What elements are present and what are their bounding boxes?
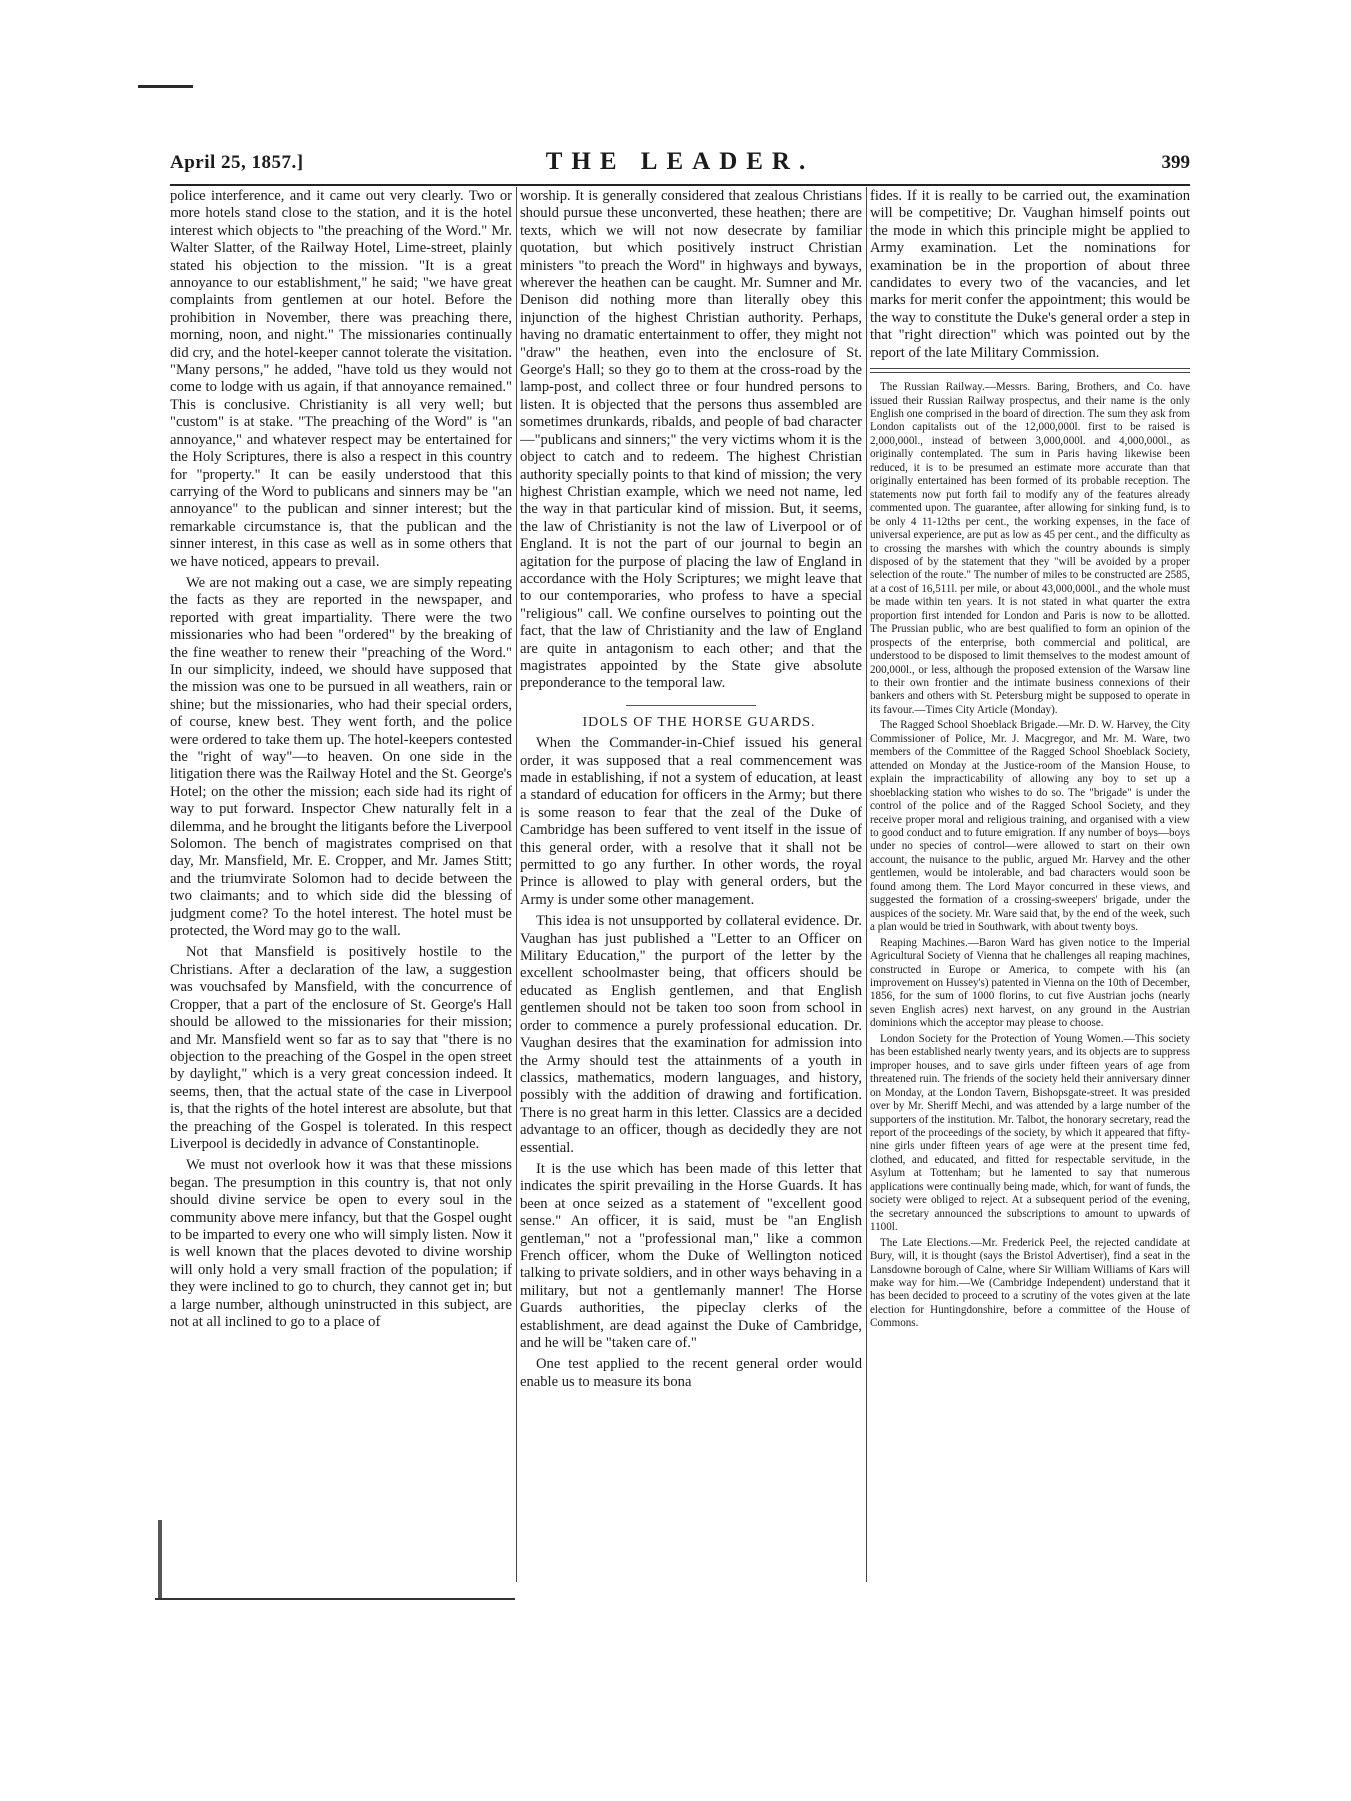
masthead-title: THE LEADER.: [545, 148, 815, 175]
col2-paragraph-5: One test applied to the recent general order would enable us to measure its bona: [520, 1356, 862, 1390]
news-item-russian-railway: The Russian Railway.—Messrs. Baring, Brothers, and Co. have issued their Russian Railway prospectus, and their name is the only English one comprised in the board of direction. The sum they ask from London capitalists out of the 12,000,000l. first to be raised is 2,000,000l., instead of between 3,000,000l. and 4,000,000l., as originally contemplated. The sum in Paris having likewise been reduced, it is to be presumed an estimate more accurate than that originally entertained has been formed of its probable reception. The statements now put forth fail to modify any of the features already commented upon. The guarantee, after allowing for sinking fund, is to be only 4 11-12ths per cent., the working expenses, in the face of universal experience, are put as low as 45 per cent., and the difficulty as to crossing the marshes with which the country abounds is simply disposed of by the statement that they "will be avoided by a proper selection of the route." The number of miles to be constructed are 2585, at a cost of 16,511l. per mile, or about 43,000,000l., and the whole must be made within ten years. It is not stated in what quarter the extra proportion first intended for London and Paris is now to be allotted. The Prussian public, who are best qualified to form an opinion of the prospects of the enterprise, both commercial and political, are understood to be disposed to limit themselves to the modest amount of 200,000l., or less, although the proposed extension of the Warsaw line to their own frontier and the intimate business connexions of their bankers and others with St. Petersburg might be supposed to operate in its favour.—Times City Article (Monday).: [870, 381, 1190, 716]
column-divider-1: [516, 187, 517, 1582]
news-item-young-women-society: London Society for the Protection of Young Women.—This society has been established nearly twenty years, and its objects are to suppress improper houses, and to save girls under fifteen years of age from threatened ruin. The friends of the society held their anniversary dinner on Monday, at the London Tavern, Bishopsgate-street. It was presided over by Mr. Sheriff Mechi, and was attended by a large number of the supporters of the institution. Mr. Talbot, the honorary secretary, read the report of the proceedings of the society, by which it appeared that fifty-nine girls under fifteen years of age were at the present time fed, clothed, and educated, and fitted for respectable servitude, in the Asylum at Tottenham; but he lamented to say that numerous applications were continually being made, which, for want of funds, the society were obliged to reject. At a subsequent period of the evening, the secretary announced the subscriptions to amount to upwards of 1100l.: [870, 1032, 1190, 1234]
col1-paragraph-4: We must not overlook how it was that these missions began. The presumption in this country is, that not only should divine service be open to every soul in the community above mere infancy, but that the Gospel ought to be imparted to every one who will simply listen. Now it is well known that the places devoted to divine worship will only hold a very small fraction of the population; if they were inclined to go to church, they cannot get in; but a large number, although uninstructed in this subject, are not at all inclined to go to a place of: [170, 1157, 512, 1330]
col3-paragraph-1: fides. If it is really to be carried out, the examination will be competitive; Dr. Vaughan himself points out the mode in which this principle might be applied to Army examination. Let the nominations for examination be in the proportion of about three candidates to every two of the vacancies, and let marks for merit confer the appointment; this would be the way to constitute the Duke's general order a step in that "right direction" which was pointed out by the report of the late Military Commission.: [870, 188, 1190, 361]
col2-paragraph-3: This idea is not unsupported by collateral evidence. Dr. Vaughan has just published a "Letter to an Officer on Military Education," the purport of the letter by the excellent schoolmaster being, that officers should be educated as English gentlemen, and that English gentlemen should not be taken too soon from school in order to commence a purely professional education. Dr. Vaughan desires that the examination for admission into the Army should test the attainments of a youth in classics, mathematics, modern languages, and history, possibly with the addition of drawing and fortification. There is no great harm in this letter. Classics are a decided advantage to an officer, though as decidedly they are not essential.: [520, 913, 862, 1156]
page-number: 399: [1161, 152, 1190, 173]
col2-paragraph-1: worship. It is generally considered that zealous Christians should pursue these unconverted, these heathen; there are texts, which we will not now desecrate by familiar quotation, but which positively instruct Christian ministers "to preach the Word" in highways and byways, wherever the heathen can be caught. Mr. Sumner and Mr. Denison did nothing more than literally obey this injunction of the highest Christian authority. Perhaps, having no dramatic entertainment to offer, they might not "draw" the heathen, even into the enclosure of St. George's Hall; so they go to them at the cross-road by the lamp-post, and collect three or four hundred persons to listen. It is objected that the persons thus assembled are sometimes drunkards, ribalds, and people of bad character—"publicans and sinners;" the very victims whom it is the object to catch and to redeem. The highest Christian authority specially points to that kind of mission; the very highest Christian example, which we need not name, led the way in that particular kind of mission. But, it seems, the law of Christianity is not the law of Liverpool or of England. It is not the part of our journal to begin an agitation for the purpose of placing the law of England in accordance with the Holy Scriptures; we might leave that to our contemporaries, who profess to have a special "religious" call. We confine ourselves to pointing out the fact, that the law of Christianity and the law of England are quite in antagonism to each other; and that the magistrates appointed by the State give absolute preponderance to the temporal law.: [520, 188, 862, 692]
news-item-shoeblack-brigade: The Ragged School Shoeblack Brigade.—Mr. D. W. Harvey, the City Commissioner of Police, Mr. J. Macgregor, and Mr. M. Ware, two members of the Committee of the Ragged School Shoeblack Society, attended on Monday at the Justice-room of the Mansion House, to explain the impracticability of allowing any boy to set up a shoeblacking station who wishes to do so. The "brigade" is under the control of the police and of the Ragged School Society, and they receive proper moral and religious training, and organised with a view to good conduct and to future emigration. If any number of boys—boys under no species of control—were allowed to start on their own account, the nuisance to the public, argued Mr. Harvey and the other gentlemen, would be intolerable, and bad characters would soon be found among them. The Lord Mayor concurred in these views, and suggested the formation of a crossing-sweepers' brigade, under the auspices of the society. Mr. Ware said that, by the end of the week, such a plan would be tried in Southwark, with about twenty boys.: [870, 719, 1190, 934]
col1-paragraph-2: We are not making out a case, we are simply repeating the facts as they are reported in the newspaper, and reported with great impartiality. There were the two missionaries who had been "ordered" by the breaking of the fine weather to renew their "preaching of the Word." In our simplicity, indeed, we should have supposed that the mission was one to be pursued in all weathers, rain or shine; but the missionaries, who had their special orders, of course, knew best. They went forth, and the police were ordered to take them up. The hotel-keepers contested the "right of way"—to heaven. On one side in the litigation there was the Railway Hotel and the St. George's Hotel; on the other the mission; each side had its right of way to put forward. Inspector Chew naturally felt in a dilemma, and he brought the litigants before the Liverpool Solomon. The bench of magistrates comprised on that day, Mr. Mansfield, Mr. E. Cropper, and Mr. James Stitt; and the triumvirate Solomon had to decide between the two claimants; and to which side did the blessing of judgment come? To the hotel interest. The hotel must be protected, the Word may go to the wall.: [170, 574, 512, 940]
news-item-reaping-machines: Reaping Machines.—Baron Ward has given notice to the Imperial Agricultural Society of Vienna that he challenges all reaping machines, constructed in Europe or America, to compete with his (an improvement on Hussey's) patented in Vienna on the 10th of December, 1856, for the sum of 1000 florins, to cut five Austrian jochs (nearly seven English acres) next harvest, on any ground in the Austrian dominions which the acceptor may please to choose.: [870, 936, 1190, 1030]
col1-paragraph-3: Not that Mansfield is positively hostile to the Christians. After a declaration of the law, a suggestion was vouchsafed by Mansfield, with the concurrence of Cropper, that a part of the enclosure of St. George's Hall should be allowed to the missionaries for their mission; and Mr. Mansfield went so far as to say that "there is no objection to the preaching of the Gospel in the open street by daylight," which is a very great concession indeed. It seems, then, that the actual state of the case in Liverpool is, that the rights of the hotel interest are absolute, but that the preaching of the Gospel is tolerated. In this respect Liverpool is decidedly in advance of Constantinople.: [170, 944, 512, 1152]
column-2: [520, 188, 862, 1580]
page-edge-mark: [138, 85, 193, 88]
column-3: [870, 188, 1190, 1580]
news-item-late-elections: The Late Elections.—Mr. Frederick Peel, the rejected candidate at Bury, will, it is thought (says the Bristol Advertiser), find a seat in the Lansdowne borough of Calne, where Sir William Williams of Kars will make way for him.—We (Cambridge Independent) understand that it has been decided to proceed to a scrutiny of the votes given at the late election for Huntingdonshire, before a committee of the House of Commons.: [870, 1236, 1190, 1330]
column-divider-2: [866, 187, 867, 1582]
news-divider: [870, 368, 1190, 373]
scan-bottom-mark: [155, 1598, 515, 1600]
issue-date: April 25, 1857.]: [170, 152, 304, 173]
col1-paragraph-1: police interference, and it came out very clearly. Two or more hotels stand close to the station, and it is the hotel interest which objects to "the preaching of the Word." Mr. Walter Slatter, of the Railway Hotel, Lime-street, plainly stated his objection to the mission. "It is a great annoyance to our establishment," he said; "we have great complaints from gentlemen at our hotel. Before the prohibition in November, there was preaching there, morning, noon, and night." The missionaries continually did cry, and the hotel-keeper cannot tolerate the visitation. "Many persons," he added, "have told us they would not come to lodge with us again, if that annoyance remained." This is conclusive. Christianity is all very well; but "custom" is at stake. "The preaching of the Word" is "an annoyance," and whatever respect may be entertained for the Holy Scriptures, there is also a respect in this country for "property." It can be easily understood that this carrying of the Word to publicans and sinners may be "an annoyance" to the publican and sinner interest; but the remarkable circumstance is, that the publican and the sinner interest, in this case as well as in some others that we have noticed, appears to prevail.: [170, 188, 512, 570]
section-divider: [626, 705, 756, 706]
col2-paragraph-4: It is the use which has been made of this letter that indicates the spirit prevailing in the Horse Guards. It has been at once seized as a statement of "excellent good sense." An officer, it is said, must be "an English gentleman," not a "professional man," like a common French officer, whom the Duke of Wellington noticed talking to private soldiers, and in other ways behaving in a military, but not a gentlemanly manner! The Horse Guards authorities, the pipeclay clerks of the establishment, are dead against the Duke of Cambridge, and he will be "taken care of.": [520, 1160, 862, 1351]
col2-paragraph-2: When the Commander-in-Chief issued his general order, it was supposed that a real commencement was made in establishing, if not a system of education, at least a standard of education for officers in the Army; but there is some reason to fear that the zeal of the Duke of Cambridge has been suffered to vent itself in the issue of this general order, with a resolve that it shall not be permitted to go any further. In other words, the royal Prince is allowed to play with general orders, but the Army is under some other management.: [520, 735, 862, 908]
column-1: [170, 188, 512, 1580]
news-items: [870, 381, 1190, 1331]
header-rule: [170, 184, 1190, 186]
section-title: IDOLS OF THE HORSE GUARDS.: [582, 714, 816, 730]
page-header: [170, 148, 1190, 184]
scan-edge-mark: [158, 1520, 162, 1600]
